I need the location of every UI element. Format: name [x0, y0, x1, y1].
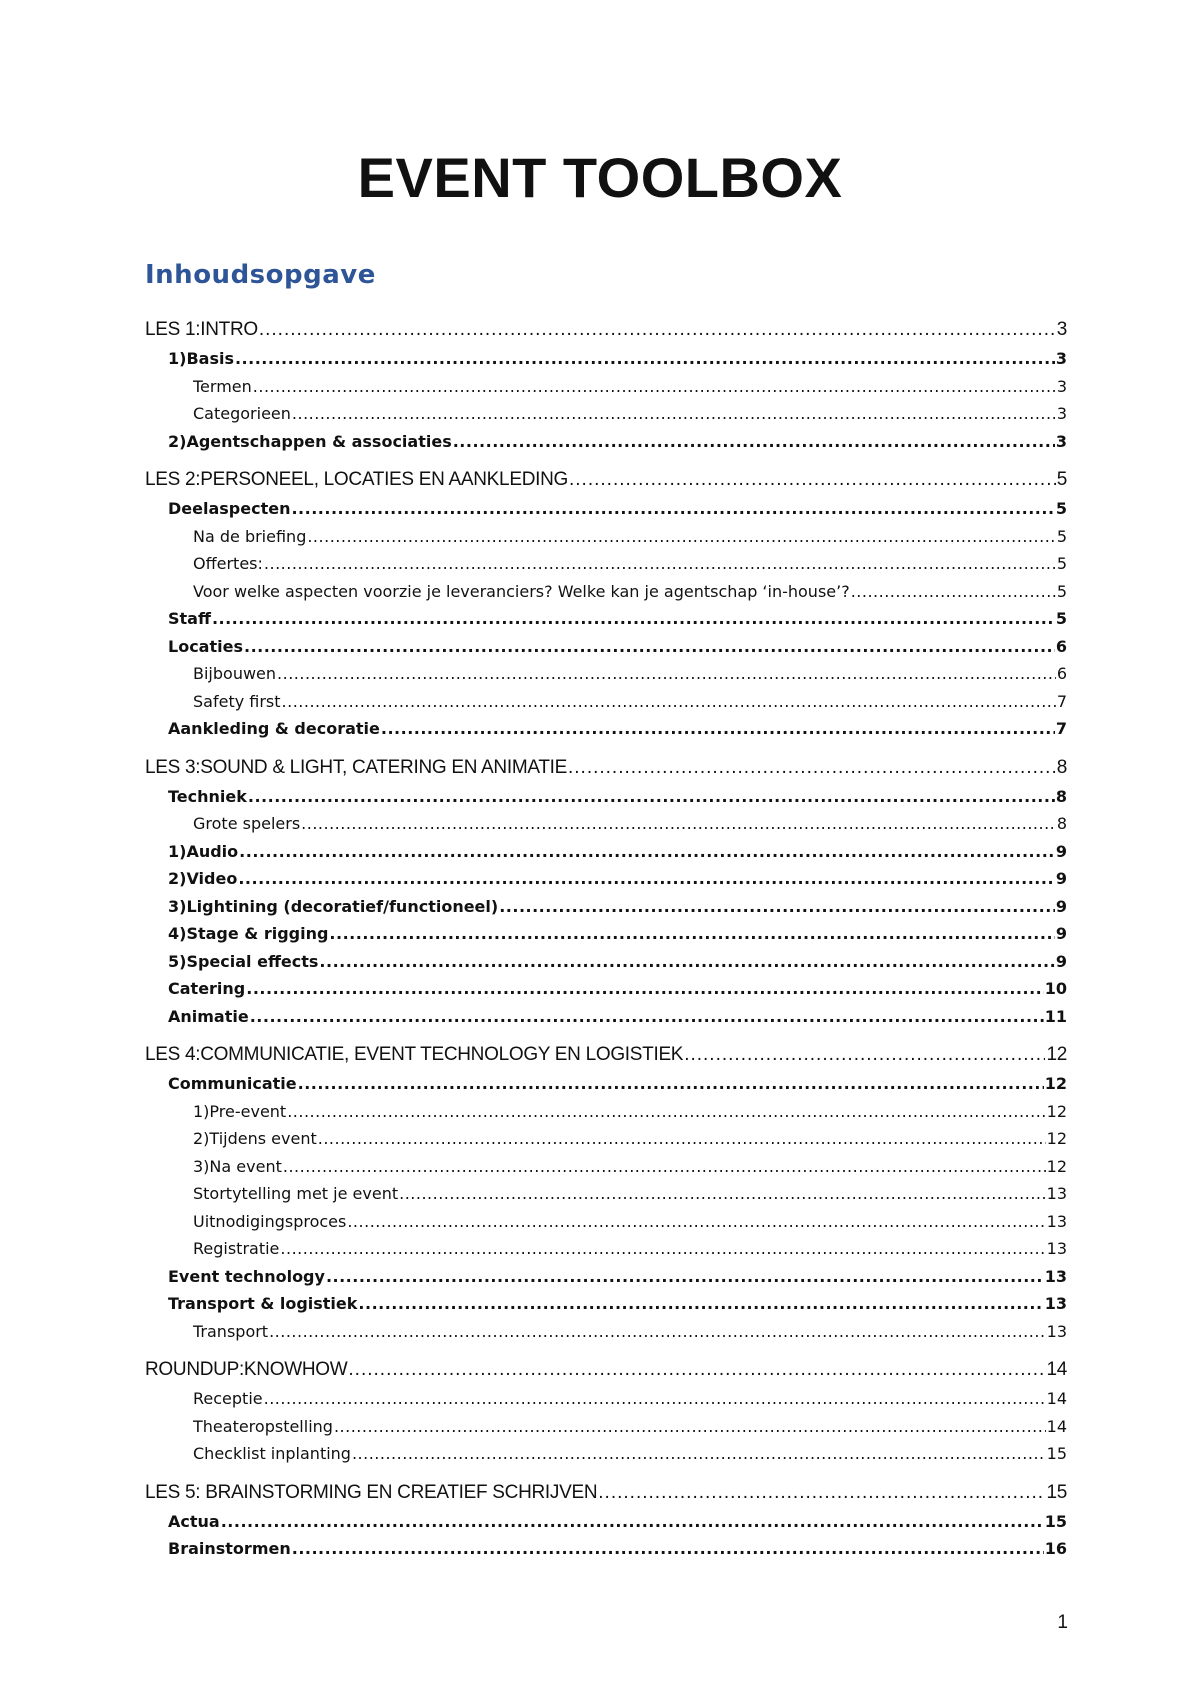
toc-entry-level-3[interactable] — [145, 1318, 1067, 1346]
toc-entry-page-number: 12 — [1046, 1129, 1067, 1148]
toc-entry-level-3[interactable] — [145, 1098, 1067, 1126]
toc-entry-label: Bijbouwen — [193, 664, 277, 683]
toc-dot-leader — [318, 1125, 1046, 1153]
toc-entry-page-number: 13 — [1046, 1321, 1067, 1341]
toc-entry-page-number: 3 — [1055, 349, 1067, 368]
toc-entry-level-2[interactable] — [145, 345, 1067, 373]
toc-dot-leader — [301, 810, 1056, 838]
toc-dot-leader — [244, 633, 1055, 661]
toc-entry-page-number: 5 — [1056, 554, 1067, 573]
toc-entry-level-3[interactable] — [145, 373, 1067, 401]
toc-entry-page-number: 6 — [1055, 636, 1067, 656]
toc-dot-leader — [598, 1477, 1045, 1508]
toc-entry-level-3[interactable] — [145, 1413, 1067, 1441]
toc-entry-page-number: 3 — [1056, 376, 1067, 396]
toc-entry-level-2[interactable] — [145, 633, 1067, 661]
toc-dot-leader — [453, 428, 1055, 456]
toc-entry-level-2[interactable] — [145, 783, 1067, 811]
toc-entry-page-number: 13 — [1046, 1239, 1067, 1258]
toc-entry-level-3[interactable] — [145, 810, 1067, 838]
toc-entry-label: Animatie — [168, 1006, 249, 1026]
toc-entry-level-2[interactable] — [145, 893, 1067, 921]
toc-dot-leader — [269, 1318, 1046, 1346]
toc-entry-page-number: 7 — [1055, 719, 1067, 738]
toc-entry-label: Locaties — [168, 636, 243, 656]
toc-entry-page-number: 9 — [1055, 896, 1067, 916]
toc-entry-page-number: 15 — [1044, 1511, 1067, 1531]
toc-entry-page-number: 8 — [1056, 756, 1067, 778]
toc-entry-level-2[interactable] — [145, 1290, 1067, 1318]
toc-entry-level-1[interactable] — [145, 314, 1067, 345]
toc-dot-leader — [292, 1535, 1044, 1563]
toc-entry-label: LES 5: BRAINSTORMING EN CREATIEF SCHRIJVEN — [145, 1481, 598, 1503]
toc-entry-label: 4)Stage & rigging — [168, 924, 329, 943]
toc-entry-level-2[interactable] — [145, 920, 1067, 948]
page-number: 1 — [1057, 1612, 1068, 1633]
toc-dot-leader — [277, 660, 1056, 688]
toc-entry-page-number: 16 — [1044, 1539, 1067, 1558]
toc-dot-leader — [499, 893, 1055, 921]
toc-entry-label: Uitnodigingsproces — [193, 1211, 347, 1231]
toc-dot-leader — [280, 1235, 1045, 1263]
toc-dot-leader — [253, 373, 1056, 401]
toc-entry-level-1[interactable] — [145, 1477, 1067, 1508]
toc-entry-page-number: 9 — [1055, 869, 1067, 888]
toc-dot-leader — [259, 314, 1056, 345]
toc-entry-level-1[interactable] — [145, 752, 1067, 783]
toc-entry-level-3[interactable] — [145, 1385, 1067, 1413]
toc-dot-leader — [248, 783, 1055, 811]
toc-dot-leader — [298, 1070, 1044, 1098]
toc-entry-label: Offertes: — [193, 554, 263, 573]
toc-dot-leader — [239, 838, 1055, 866]
toc-entry-page-number: 13 — [1046, 1184, 1067, 1203]
toc-entry-level-3[interactable] — [145, 1125, 1067, 1153]
toc-dot-leader — [264, 1385, 1046, 1413]
toc-dot-leader — [334, 1413, 1046, 1441]
toc-entry-page-number: 12 — [1046, 1156, 1067, 1176]
toc-entry-page-number: 12 — [1046, 1101, 1067, 1121]
toc-entry-level-3[interactable] — [145, 550, 1067, 578]
toc-entry-label: Voor welke aspecten voorzie je leveranciers? Welke kan je agentschap ‘in-house’? — [193, 581, 850, 601]
toc-entry-label: Event technology — [168, 1266, 325, 1286]
toc-entry-label: LES 3:SOUND & LIGHT, CATERING EN ANIMATIE — [145, 756, 567, 778]
toc-entry-label: Catering — [168, 979, 246, 998]
toc-entry-label: LES 1:INTRO — [145, 319, 258, 340]
toc-entry-level-3[interactable] — [145, 1440, 1067, 1468]
toc-dot-leader — [851, 578, 1056, 606]
toc-entry-level-2[interactable] — [145, 428, 1067, 456]
toc-entry-label: Brainstormen — [168, 1539, 291, 1558]
toc-entry-page-number: 3 — [1056, 319, 1067, 340]
toc-dot-leader — [568, 752, 1056, 783]
toc-entry-level-3[interactable] — [145, 523, 1067, 551]
toc-dot-leader — [287, 1098, 1045, 1126]
toc-entry-page-number: 13 — [1046, 1211, 1067, 1231]
toc-dot-leader — [326, 1263, 1044, 1291]
toc-dot-leader — [291, 495, 1054, 523]
toc-entry-level-3[interactable] — [145, 1180, 1067, 1208]
toc-entry-label: 3)Na event — [193, 1156, 282, 1176]
toc-dot-leader — [399, 1180, 1046, 1208]
toc-entry-label: LES 2:PERSONEEL, LOCATIES EN AANKLEDING — [145, 469, 568, 490]
toc-entry-level-2[interactable] — [145, 715, 1067, 743]
toc-entry-label: Transport & logistiek — [168, 1294, 358, 1313]
toc-entry-level-2[interactable] — [145, 975, 1067, 1003]
toc-entry-label: Actua — [168, 1511, 220, 1531]
toc-entry-level-2[interactable] — [145, 1508, 1067, 1536]
toc-entry-page-number: 12 — [1046, 1044, 1067, 1065]
toc-dot-leader — [569, 464, 1056, 495]
toc-entry-level-2[interactable] — [145, 1003, 1067, 1031]
toc-dot-leader — [283, 1153, 1046, 1181]
toc-entry-label: 1)Audio — [168, 841, 239, 861]
toc-entry-level-3[interactable] — [145, 1208, 1067, 1236]
toc-entry-level-3[interactable] — [145, 578, 1067, 606]
toc-entry-page-number: 15 — [1046, 1481, 1067, 1503]
toc-dot-leader — [307, 523, 1055, 551]
toc-entry-label: ROUNDUP:KNOWHOW — [145, 1359, 348, 1380]
toc-entry-level-2[interactable] — [145, 1263, 1067, 1291]
toc-entry-level-2[interactable] — [145, 838, 1067, 866]
toc-entry-level-1[interactable] — [145, 464, 1067, 495]
toc-entry-page-number: 13 — [1044, 1294, 1067, 1313]
toc-dot-leader — [347, 1208, 1045, 1236]
toc-entry-page-number: 11 — [1044, 1006, 1067, 1026]
toc-entry-page-number: 9 — [1055, 841, 1067, 861]
toc-entry-page-number: 5 — [1056, 526, 1067, 546]
toc-dot-leader — [282, 688, 1056, 716]
toc-entry-page-number: 6 — [1056, 664, 1067, 683]
toc-entry-level-3[interactable] — [145, 1235, 1067, 1263]
toc-entry-label: Grote spelers — [193, 814, 301, 833]
toc-entry-page-number: 3 — [1056, 404, 1067, 423]
toc-entry-level-1[interactable] — [145, 1354, 1067, 1385]
toc-entry-label: 5)Special effects — [168, 951, 319, 971]
toc-entry-page-number: 9 — [1055, 924, 1067, 943]
toc-entry-page-number: 10 — [1044, 979, 1067, 998]
toc-entry-level-3[interactable] — [145, 400, 1067, 428]
toc-entry-level-2[interactable] — [145, 865, 1067, 893]
toc-entry-level-2[interactable] — [145, 605, 1067, 633]
toc-heading: Inhoudsopgave — [145, 260, 376, 290]
toc-entry-level-1[interactable] — [145, 1039, 1067, 1070]
toc-dot-leader — [250, 1003, 1044, 1031]
toc-entry-page-number: 5 — [1055, 609, 1067, 628]
toc-entry-page-number: 5 — [1055, 499, 1067, 518]
toc-entry-label: Receptie — [193, 1389, 263, 1408]
toc-entry-label: Theateropstelling — [193, 1416, 333, 1436]
toc-entry-level-2[interactable] — [145, 948, 1067, 976]
toc-dot-leader — [352, 1440, 1046, 1468]
toc-dot-leader — [235, 345, 1055, 373]
toc-dot-leader — [381, 715, 1055, 743]
toc-entry-level-3[interactable] — [145, 660, 1067, 688]
toc-dot-leader — [212, 605, 1055, 633]
toc-entry-page-number: 14 — [1046, 1359, 1067, 1380]
table-of-contents — [145, 314, 1067, 1563]
toc-entry-label: Categorieen — [193, 404, 291, 423]
toc-entry-label: Registratie — [193, 1239, 280, 1258]
toc-entry-level-2[interactable] — [145, 1070, 1067, 1098]
toc-entry-page-number: 9 — [1055, 951, 1067, 971]
toc-dot-leader — [264, 550, 1056, 578]
toc-entry-label: Aankleding & decoratie — [168, 719, 380, 738]
toc-dot-leader — [292, 400, 1056, 428]
toc-entry-label: 3)Lightining (decoratief/functioneel) — [168, 896, 499, 916]
toc-entry-level-2[interactable] — [145, 495, 1067, 523]
toc-entry-label: Checklist inplanting — [193, 1444, 351, 1463]
toc-entry-label: Techniek — [168, 786, 247, 806]
toc-dot-leader — [238, 865, 1055, 893]
toc-entry-level-2[interactable] — [145, 1535, 1067, 1563]
toc-entry-label: 2)Video — [168, 869, 238, 888]
toc-entry-label: 1)Pre-event — [193, 1101, 287, 1121]
toc-entry-label: 2)Tijdens event — [193, 1129, 317, 1148]
toc-entry-page-number: 14 — [1046, 1389, 1067, 1408]
toc-entry-label: Transport — [193, 1321, 269, 1341]
toc-entry-level-3[interactable] — [145, 1153, 1067, 1181]
toc-dot-leader — [348, 1354, 1045, 1385]
toc-dot-leader — [684, 1039, 1045, 1070]
toc-entry-level-3[interactable] — [145, 688, 1067, 716]
toc-entry-page-number: 15 — [1046, 1444, 1067, 1463]
document-title: EVENT TOOLBOX — [357, 146, 843, 209]
toc-dot-leader — [319, 948, 1054, 976]
toc-entry-page-number: 5 — [1056, 581, 1067, 601]
toc-entry-label: Safety first — [193, 691, 281, 711]
toc-entry-page-number: 14 — [1046, 1416, 1067, 1436]
toc-dot-leader — [221, 1508, 1044, 1536]
toc-entry-page-number: 12 — [1044, 1074, 1067, 1093]
toc-entry-label: Staff — [168, 609, 211, 628]
toc-entry-page-number: 5 — [1056, 469, 1067, 490]
toc-entry-page-number: 8 — [1055, 786, 1067, 806]
toc-entry-label: Stortytelling met je event — [193, 1184, 399, 1203]
toc-entry-page-number: 8 — [1056, 814, 1067, 833]
toc-entry-page-number: 7 — [1056, 691, 1067, 711]
toc-dot-leader — [358, 1290, 1043, 1318]
toc-entry-page-number: 13 — [1044, 1266, 1067, 1286]
toc-entry-page-number: 3 — [1055, 431, 1067, 451]
toc-entry-label: Termen — [193, 376, 252, 396]
toc-dot-leader — [246, 975, 1043, 1003]
toc-entry-label: 2)Agentschappen & associaties — [168, 431, 452, 451]
toc-entry-label: 1)Basis — [168, 349, 234, 368]
toc-entry-label: Deelaspecten — [168, 499, 291, 518]
toc-entry-label: Communicatie — [168, 1074, 297, 1093]
toc-entry-label: Na de briefing — [193, 526, 307, 546]
toc-entry-label: LES 4:COMMUNICATIE, EVENT TECHNOLOGY EN LOGISTIEK — [145, 1044, 684, 1065]
toc-dot-leader — [329, 920, 1054, 948]
